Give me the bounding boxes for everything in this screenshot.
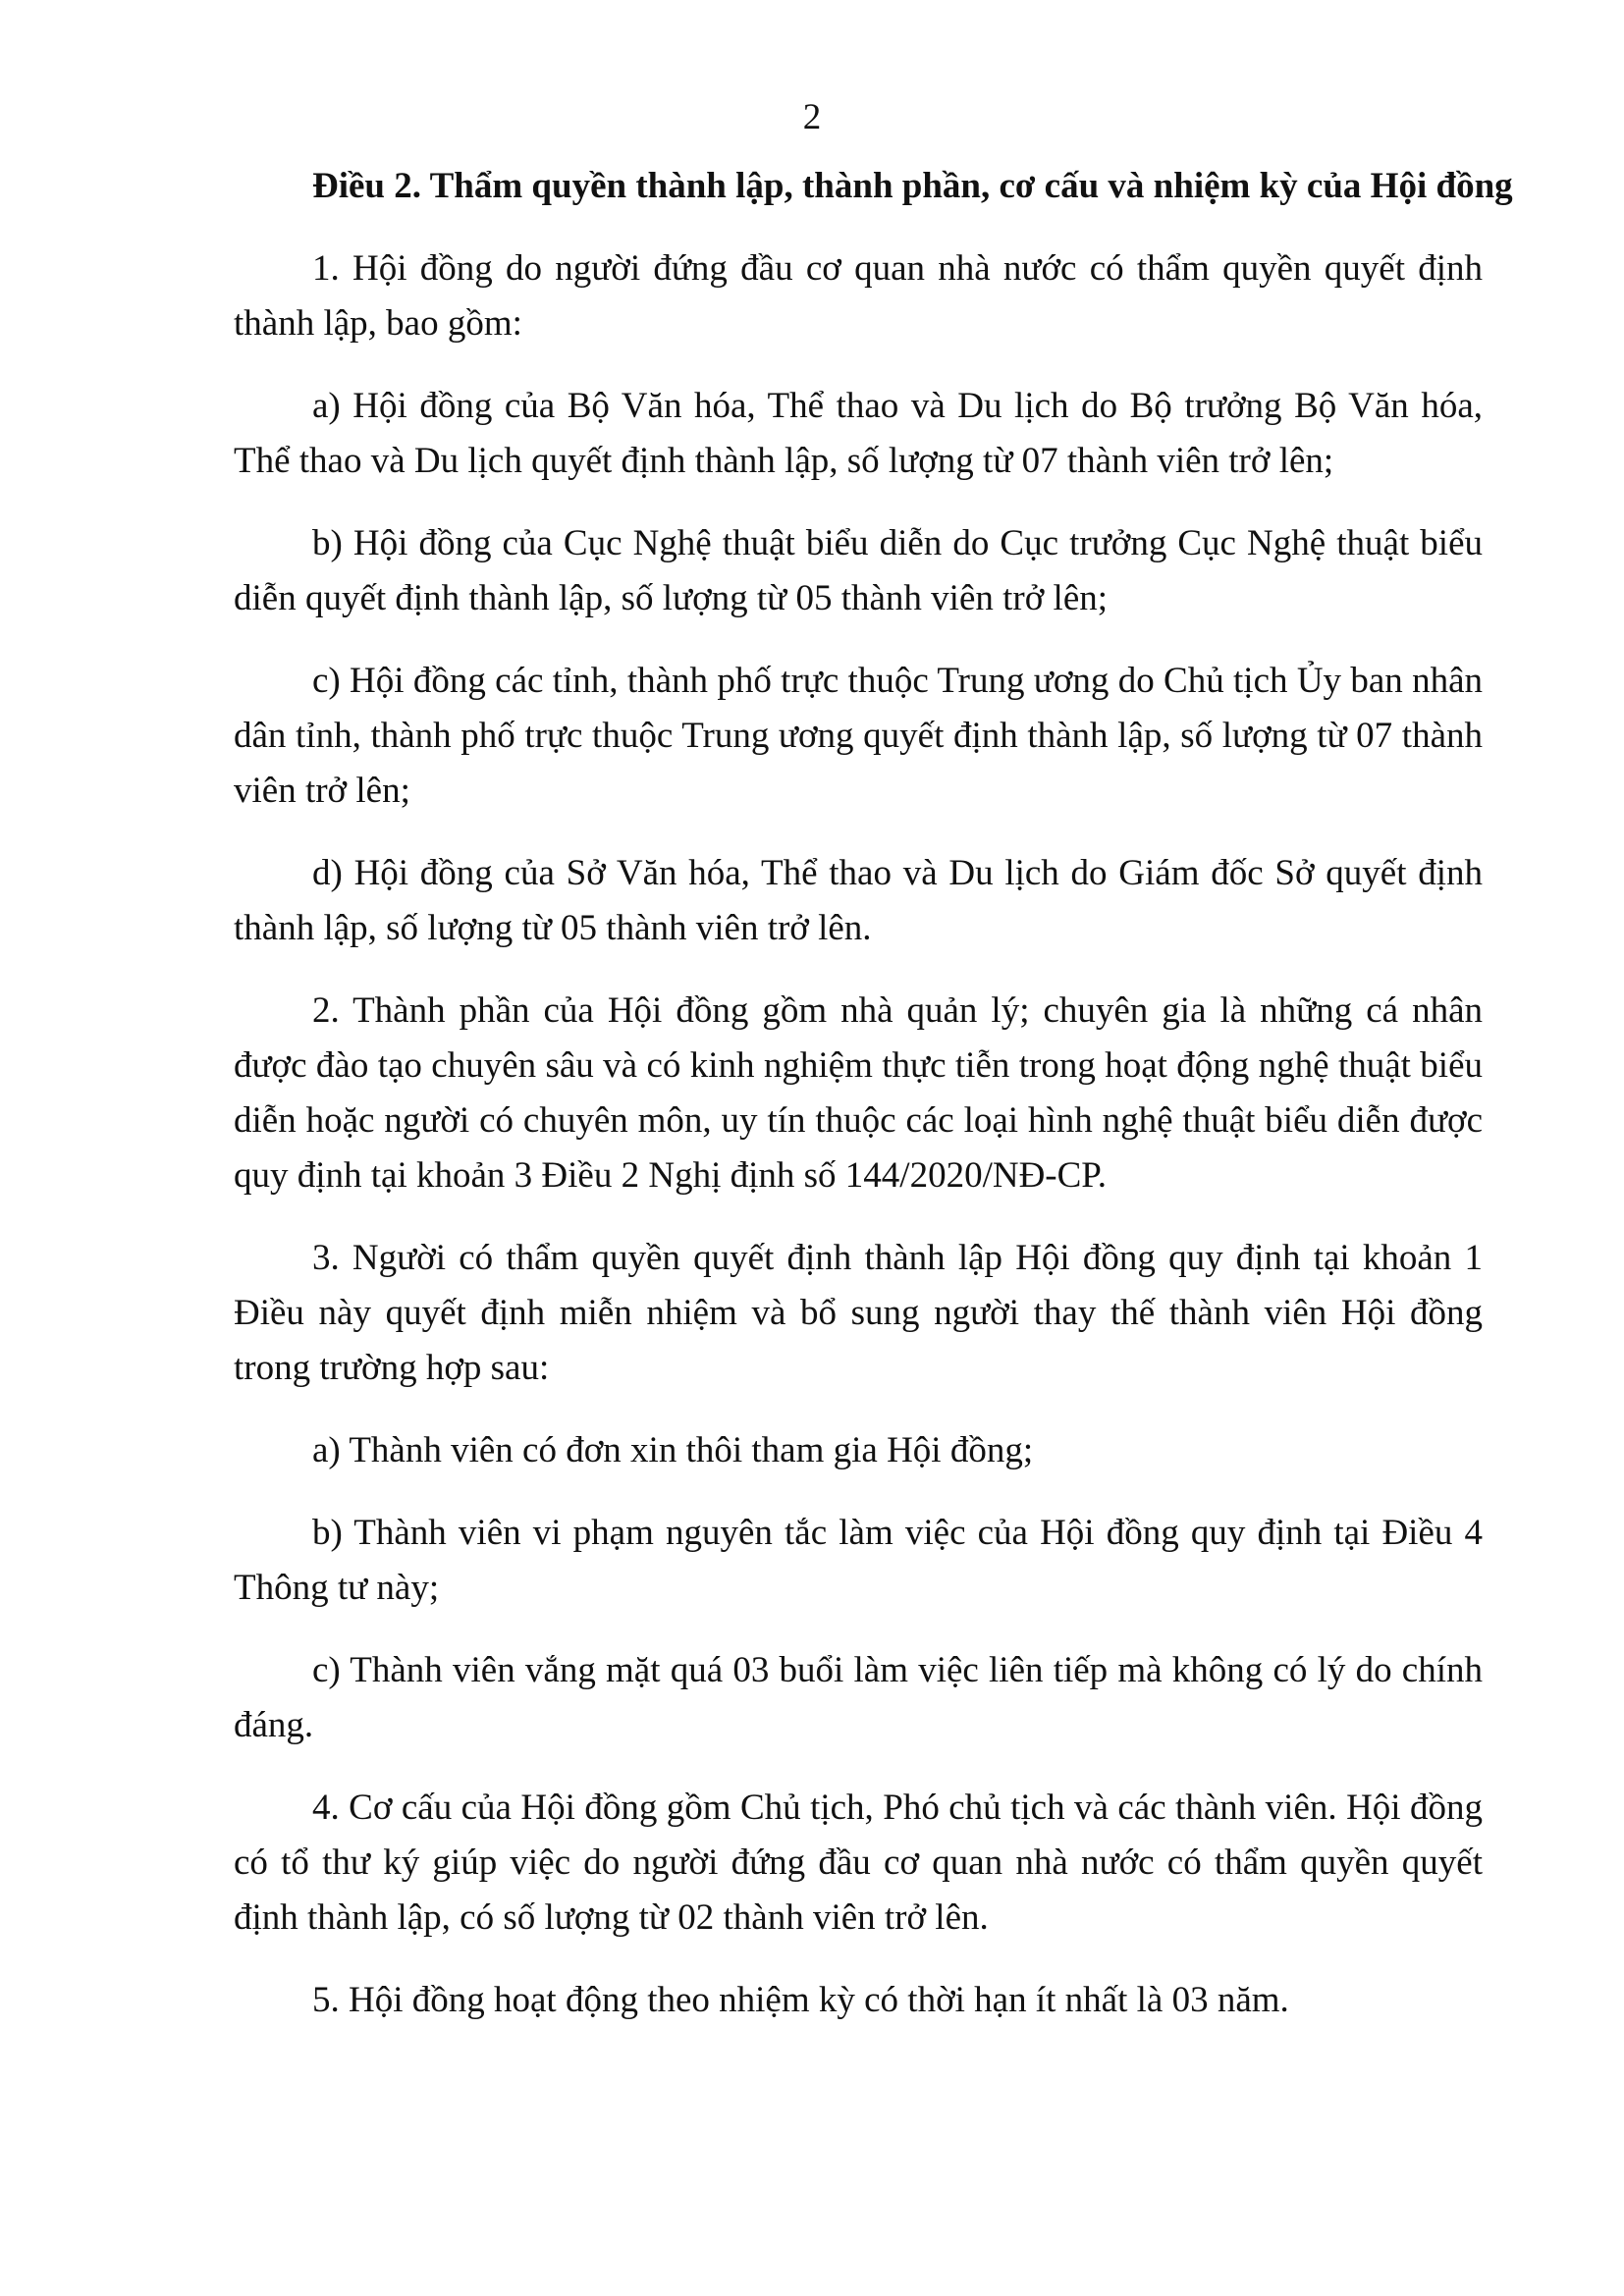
clause-3: 3. Người có thẩm quyền quyết định thành lập Hội đồng quy định tại khoản 1 Điều này quyết định miễn nhiệm và bổ sung người thay thế thành viên Hội đồng trong trường hợp sau: (234, 1238, 1483, 1388)
clause-3a: a) Thành viên có đơn xin thôi tham gia Hội đồng; (312, 1430, 1034, 1470)
clause-2: 2. Thành phần của Hội đồng gồm nhà quản lý; chuyên gia là những cá nhân được đào tạo chuyên sâu và có kinh nghiệm thực tiễn trong hoạt động nghệ thuật biểu diễn hoặc người có chuyên môn, uy tín thuộc các loại hình nghệ thuật biểu diễn được quy định tại khoản 3 Điều 2 Nghị định số 144/2020/NĐ-CP. (234, 990, 1483, 1196)
clause-1b: b) Hội đồng của Cục Nghệ thuật biểu diễn do Cục trưởng Cục Nghệ thuật biểu diễn quyết định thành lập, số lượng từ 05 thành viên trở lên; (234, 523, 1483, 618)
page-number: 2 (802, 97, 822, 137)
document-body (234, 159, 1513, 2056)
clause-4: 4. Cơ cấu của Hội đồng gồm Chủ tịch, Phó chủ tịch và các thành viên. Hội đồng có tổ thư ký giúp việc do người đứng đầu cơ quan nhà nước có thẩm quyền quyết định thành lập, có số lượng từ 02 thành viên trở lên. (234, 1788, 1483, 1938)
clause-5: 5. Hội đồng hoạt động theo nhiệm kỳ có thời hạn ít nhất là 03 năm. (312, 1980, 1289, 2020)
clause-1c: c) Hội đồng các tỉnh, thành phố trực thuộc Trung ương do Chủ tịch Ủy ban nhân dân tỉnh, thành phố trực thuộc Trung ương quyết định thành lập, số lượng từ 07 thành viên trở lên; (234, 661, 1483, 811)
clause-3c: c) Thành viên vắng mặt quá 03 buổi làm việc liên tiếp mà không có lý do chính đáng. (234, 1650, 1483, 1745)
clause-1d: d) Hội đồng của Sở Văn hóa, Thể thao và Du lịch do Giám đốc Sở quyết định thành lập, số lượng từ 05 thành viên trở lên. (234, 853, 1483, 948)
clause-1: 1. Hội đồng do người đứng đầu cơ quan nhà nước có thẩm quyền quyết định thành lập, bao gồm: (234, 248, 1483, 344)
article-heading: Điều 2. Thẩm quyền thành lập, thành phần, cơ cấu và nhiệm kỳ của Hội đồng (312, 166, 1513, 206)
clause-3b: b) Thành viên vi phạm nguyên tắc làm việc của Hội đồng quy định tại Điều 4 Thông tư này; (234, 1513, 1483, 1608)
clause-1a: a) Hội đồng của Bộ Văn hóa, Thể thao và Du lịch do Bộ trưởng Bộ Văn hóa, Thể thao và Du lịch quyết định thành lập, số lượng từ 07 thành viên trở lên; (234, 386, 1483, 481)
